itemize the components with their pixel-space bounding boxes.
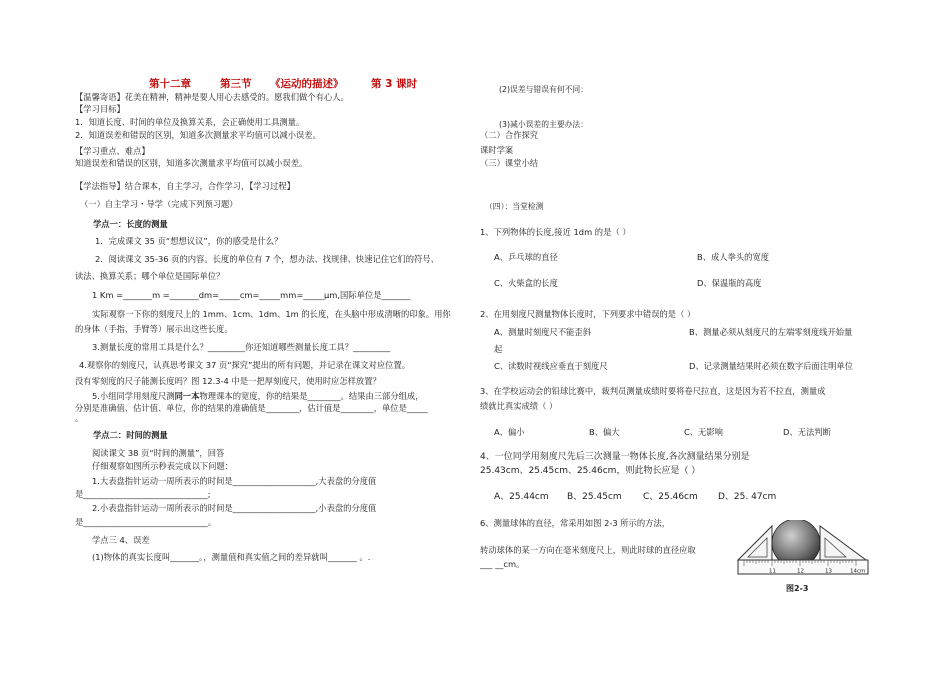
- q3-option-b: B、偏大: [589, 427, 620, 437]
- right-set-square: [820, 526, 866, 560]
- test-question-3: 3、在学校运动会的铅球比赛中，裁判员测量成绩时要将卷尺拉直，这是因为若不拉直，测量成: [480, 386, 826, 396]
- test-question-6: 6、测量球体的直径，常采用如图 2-3 所示的方法，: [480, 518, 671, 528]
- section-title: 第三节: [220, 78, 252, 90]
- test-question-4-cont: 25.43cm、25.45cm、25.46cm，则此物长应是（ ）: [480, 466, 701, 476]
- q2-option-b-cont: 起: [494, 344, 503, 354]
- lesson-plan-label: 课时学案: [480, 145, 514, 155]
- stopwatch-q2-cont: 是______________________________。: [75, 517, 217, 527]
- stopwatch-q1: 1.大表盘指针运动一周所表示的时间是____________________,大表盘的分度值: [92, 476, 377, 486]
- greeting: 【温馨寄语】花美在精神，精神是要人用心去感受的。愿我们做个有心人。: [75, 92, 349, 102]
- ruler-label-14: 14cm: [850, 568, 866, 575]
- q1-option-d: D、保温瓶的高度: [697, 278, 762, 288]
- summary-heading: （三）课堂小结: [480, 158, 539, 168]
- q2-option-c: C、读数时视线应垂直于刻度尺: [494, 361, 608, 371]
- question-1: 1．完成课文 35 页“想想议议”，你的感受是什么？: [95, 236, 283, 246]
- objective-2: 2．知道误差和错误的区别，知道多次测量求平均值可以减小误差。: [75, 130, 321, 140]
- ruler-label-12: 12: [797, 568, 804, 575]
- question-5-end: 。: [75, 413, 84, 423]
- observe-ruler: 实际观察一下你的刻度尺上的 1mm、1cm、1dm、1m 的长度，在头脑中形成清晰的印象。用你: [92, 309, 451, 319]
- q4-option-a: A、25.44cm: [494, 492, 549, 502]
- objective-1: 1．知道长度、时间的单位及换算关系，会正确使用工具测量。: [75, 117, 305, 127]
- ball-measurement-figure: [736, 520, 872, 582]
- test-question-6-cont: 转动球体的某一方向在毫米刻度尺上，则此时球的直径应取: [480, 545, 696, 555]
- lesson-title: 第 3 课时: [371, 78, 418, 90]
- method-guide: 【学法指导】结合课本，自主学习，合作学习，【学习过程】: [75, 181, 295, 191]
- time-reading: 阅读课文 38 页“时间的测量”，回答: [92, 448, 225, 458]
- question-2-cont: 读法、换算关系；哪个单位是国际单位？: [75, 271, 225, 281]
- ruler-label-11: 11: [769, 568, 776, 575]
- q3-option-c: C、无影响: [684, 427, 723, 437]
- unit-conversion: 1 Km =_______m =_______dm=_____cm=_____mm=_____μm,国际单位是_______: [92, 290, 411, 300]
- q4-option-d: D、25. 47cm: [718, 492, 777, 502]
- q2-option-a: A、测量时刻度尺不能歪斜: [494, 327, 591, 337]
- observe-ruler-cont: 的身体（手指、手臂等）展示出这些长度。: [75, 324, 233, 334]
- point-one-heading: 学点一：长度的测量: [93, 219, 168, 229]
- self-study-heading: （一）自主学习・导学（完成下列预习题）: [80, 199, 238, 209]
- objectives-heading: 【学习目标】: [75, 104, 125, 114]
- error-question-1: (1)物体的真实长度叫_______。，测量值和真实值之间的差异就叫_______ 。.: [92, 552, 371, 562]
- stopwatch-intro: 仔细观察如图所示秒表完成以下问题：: [92, 461, 234, 471]
- q1-option-b: B、成人拳头的宽度: [697, 252, 770, 262]
- q3-option-a: A、偏小: [494, 427, 525, 437]
- error-question-3: (3)减小误差的主要办法：: [499, 120, 589, 129]
- q4-option-b: B、25.45cm: [567, 492, 622, 502]
- test-heading: （四）：当堂检测: [485, 202, 544, 211]
- chapter-title: 第十二章: [149, 78, 191, 90]
- test-question-2: 2、在用刻度尺测量物体长度时，下列要求中错误的是（ ）: [480, 309, 696, 319]
- question-5-cont: 分别是准确值、估计值、单位，你的结果的准确值是________，估计值是________，单位是_____: [75, 403, 428, 413]
- test-question-1: 1、下列物体的长度,接近 1dm 的是（ ）: [480, 227, 631, 237]
- ruler-label-13: 13: [825, 568, 832, 575]
- stopwatch-q2: 2.小表盘指针运动一周所表示的时间是____________________,小表盘的分度值: [92, 503, 377, 513]
- q2-option-b: B、测量必须从刻度尺的左端零刻度线开始量: [689, 327, 853, 337]
- question-4: 4.观察你的刻度尺，认真思考课文 37 页“探究”提出的所有问题，并记录在课文对应位置。: [79, 360, 411, 370]
- keypoints-heading: 【学习重点、难点】: [75, 146, 150, 156]
- stopwatch-q1-cont: 是______________________________;: [75, 489, 211, 499]
- question-2: 2．阅读课文 35-36 页的内容。长度的单位有 7 个，想办法、找规律、快速记住它们的符号、: [95, 254, 439, 264]
- test-question-4: 4、一位同学用刻度尺先后三次测量一物体长度,各次测量结果分别是: [480, 452, 750, 462]
- q1-option-a: A、乒乓球的直径: [494, 252, 558, 262]
- point-three-heading: 学点三 4、误差: [92, 535, 150, 545]
- question-5: 5.小组同学用刻度尺测同一本物理课本的宽度，你的结果是________。结果由三部分组成，: [92, 391, 424, 401]
- keypoints-text: 知道误差和错误的区别，知道多次测量求平均值可以减小误差。: [75, 158, 308, 168]
- q1-option-c: C、火柴盒的长度: [494, 278, 558, 288]
- q2-option-d: D、记录测量结果时必须在数字后面注明单位: [689, 361, 854, 371]
- test-question-3-cont: 绩就比真实成绩（ ）: [480, 401, 558, 411]
- question-3: 3.测量长度的常用工具是什么？_________你还知道哪些测量长度工具？_________: [92, 342, 391, 352]
- error-question-2: (2)误差与错误有何不同：: [499, 85, 589, 94]
- point-two-heading: 学点二：时间的测量: [93, 430, 168, 440]
- q4-option-c: C、25.46cm: [643, 492, 698, 502]
- test-question-6-answer: ___ __cm。: [480, 559, 525, 569]
- question-4-cont: 没有零刻度的尺子能测长度吗？图 12.3-4 中是一把厚刻度尺，使用时应怎样放置？: [75, 376, 381, 386]
- q3-option-d: D、无法判断: [783, 427, 831, 437]
- cooperative-heading: （二）合作探究: [480, 130, 539, 140]
- topic-title: 《运动的描述》: [270, 78, 344, 90]
- figure-caption: 图2-3: [786, 584, 809, 593]
